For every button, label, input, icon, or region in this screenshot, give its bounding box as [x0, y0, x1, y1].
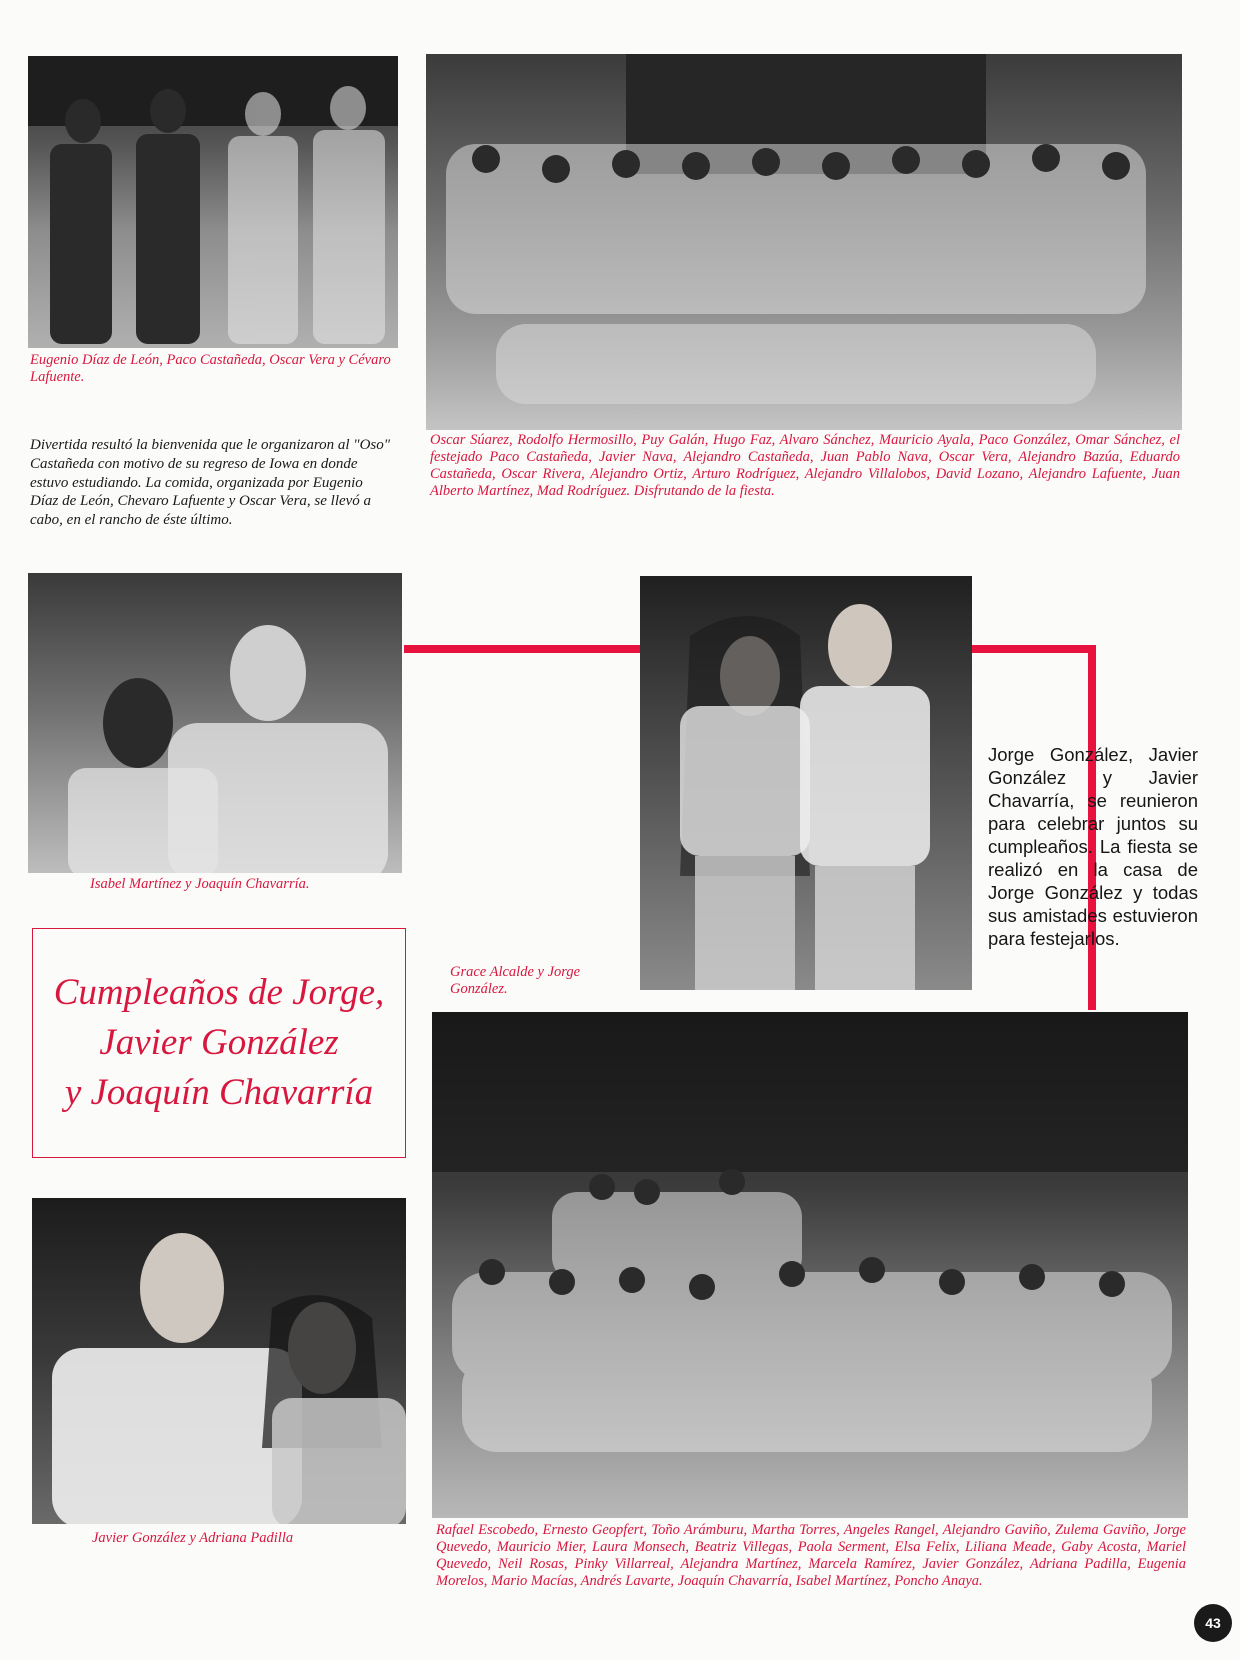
- page-number-badge: 43: [1194, 1604, 1232, 1642]
- birthday-article-text: Jorge González, Javier González y Javier Chavarría, se reunieron para celebrar juntos su cumpleaños. La fiesta se realizó en la casa de Jorge González y todas sus amistades estuvieron para festejarlos.: [988, 744, 1198, 949]
- photo-javier-adriana: [32, 1198, 406, 1524]
- section-title-line3: y Joaquín Chavarría: [64, 1071, 374, 1113]
- red-connector-right: [972, 645, 1092, 653]
- people-silhouettes-icon: [28, 56, 398, 348]
- photo-birthday-group: [432, 1012, 1188, 1518]
- couple-silhouette-icon: [640, 576, 972, 990]
- welcome-article-text: Divertida resultó la bienvenida que le organizaron al "Oso" Castañeda con motivo de su regreso de Iowa en donde estuvo estudiando. La comida, organizada por Eugenio Díaz de León, Chevaro Lafuente y Oscar Vera, se llevó a cabo, en el rancho de éste último.: [30, 437, 391, 528]
- title-box: [32, 928, 406, 1158]
- photo-isabel-joaquin: [28, 573, 402, 873]
- group-silhouettes-icon: [432, 1012, 1188, 1518]
- section-title-line2: Javier González: [99, 1022, 339, 1064]
- caption-four-friends: Eugenio Díaz de León, Paco Castañeda, Oscar Vera y Cévaro Lafuente.: [30, 352, 391, 386]
- red-connector-left: [404, 645, 640, 653]
- photo-four-friends: [28, 56, 398, 348]
- group-silhouettes-icon: [426, 54, 1182, 430]
- caption-javier-adriana: Javier González y Adriana Padilla: [92, 1530, 294, 1546]
- section-title: [54, 968, 385, 1118]
- section-title-line1: Cumpleaños de Jorge,: [53, 972, 385, 1014]
- couple-silhouette-icon: [28, 573, 402, 873]
- photo-grace-jorge: [640, 576, 972, 990]
- caption-birthday-group: Rafael Escobedo, Ernesto Geopfert, Toño Arámburu, Martha Torres, Angeles Rangel, Alejandro Gaviño, Zulema Gaviño, Jorge Quevedo, Mauricio Mier, Laura Monsech, Beatriz Villegas, Paola Serment, Elsa Felix, Liliana Meade, Gaby Acosta, Mariel Quevedo, Neil Rosas, Pinky Villarreal, Alejandra Martínez, Marcela Ramírez, Javier González, Adriana Padilla, Eugenia Morelos, Mario Macías, Andrés Lavarte, Joaquín Chavarría, Isabel Martínez, Poncho Anaya.: [436, 1522, 1186, 1590]
- caption-isabel-joaquin: Isabel Martínez y Joaquín Chavarría.: [90, 876, 310, 892]
- caption-welcome-group: Oscar Súarez, Rodolfo Hermosillo, Puy Galán, Hugo Faz, Alvaro Sánchez, Mauricio Ayala, Paco González, Omar Sánchez, el festejado Paco Castañeda, Javier Nava, Alejandro Castañeda, Juan Pablo Nava, Oscar Vera, Alejandro Bazúa, Eduardo Castañeda, Oscar Rivera, Alejandro Ortiz, Arturo Rodríguez, Alejandro Villalobos, David Lozano, Alejandro Lafuente, Juan Alberto Martínez, Mad Rodríguez. Disfrutando de la fiesta.: [430, 432, 1180, 500]
- couple-silhouette-icon: [32, 1198, 406, 1524]
- caption-grace-jorge: Grace Alcalde y Jorge González.: [450, 964, 581, 998]
- photo-welcome-group: [426, 54, 1182, 430]
